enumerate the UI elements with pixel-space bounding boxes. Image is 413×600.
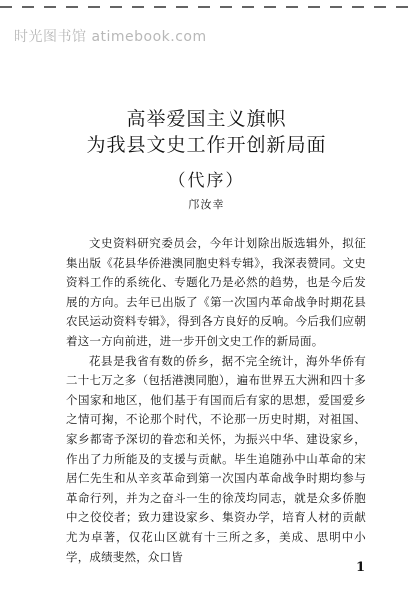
page-number: 1 [356,560,366,575]
title-line-1: 高举爱国主义旗帜 [126,108,287,130]
body-text [66,234,366,567]
preface-label: （代序） [168,171,245,191]
top-dashed-border [0,6,413,8]
author-name: 邝汝幸 [188,198,225,211]
watermark-text: 时光图书馆 atimebook.com [14,29,207,45]
paragraph-2: 花县是我省有数的侨乡，据不完全统计，海外华侨有二十七万之多（包括港澳同胞），遍布世界五大洲和四十多个国家和地区，他们基于有国而后有家的思想，爱国爱乡之情可掬，不论那个时代，不论那一历史时期，对祖国、家乡都寄予深切的眷恋和关怀，为振兴中华、建设家乡，作出了力所能及的支援与贡献。毕生追随孙中山革命的宋居仁先生和从辛亥革命到第一次国内革命战争时期均参与革命行列，并为之奋斗一生的徐茂均同志，就是众多侨胞中之佼佼者；致力建设家乡、集资办学，培育人材的贡献尤为卓著，仅花山区就有十三所之多，美成、思明中小学，成绩斐然，众口皆 [66,353,366,564]
title-line-2: 为我县文史工作开创新局面 [86,134,327,156]
paragraph-1: 文史资料研究委员会，今年计划除出版选辑外，拟征集出版《花县华侨港澳同胞史料专辑》，我深表赞同。文史资料工作的系统化、专题化乃是必然的趋势，也是今后发展的方向。去年已出版了《第一次国内革命战争时期花县农民运动资料专辑》，得到各方良好的反响。今后我们应朝着这一方向前进，进一步开创文史工作的新局面。 [66,236,366,348]
